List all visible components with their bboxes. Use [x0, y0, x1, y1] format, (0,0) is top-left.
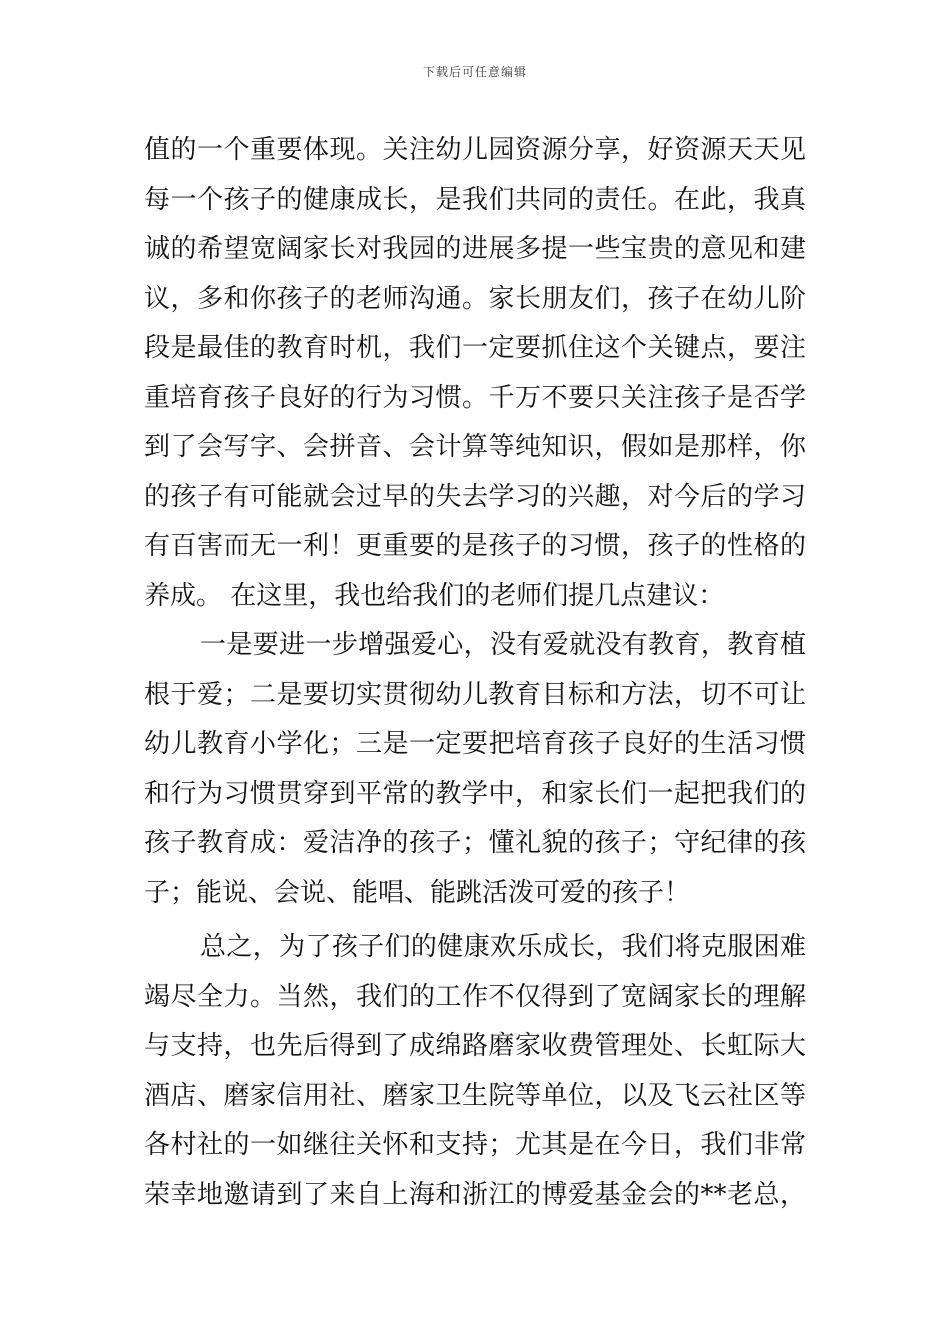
text-line: 议，多和你孩子的老师沟通。家长朋友们，孩子在幼儿阶 — [144, 283, 806, 314]
text-line: 值的一个重要体现。关注幼儿园资源分享，好资源天天见 — [144, 135, 806, 165]
paragraph-3 — [144, 923, 806, 1220]
paragraph-1 — [144, 126, 806, 621]
text-line: 和行为习惯贯穿到平常的教学中，和家长们一起把我们的 — [144, 778, 806, 809]
document-body — [144, 126, 806, 1220]
text-line: 重培育孩子良好的行为习惯。千万不要只关注孩子是否学 — [144, 382, 806, 413]
text-line: 子；能说、会说、能唱、能跳活泼可爱的孩子！ — [144, 877, 691, 908]
text-line: 段是最佳的教育时机，我们一定要抓住这个关键点，要注 — [144, 333, 806, 363]
text-line: 各村社的一如继往关怀和支持；尤其是在今日，我们非常 — [144, 1130, 806, 1160]
text-line: 养成。 在这里，我也给我们的老师们提几点建议： — [144, 580, 725, 611]
page-header: 下载后可任意编辑 — [422, 65, 527, 79]
text-line: 的孩子有可能就会过早的失去学习的兴趣，对今后的学习 — [144, 481, 806, 512]
text-line: 总之，为了孩子们的健康欢乐成长，我们将克服困难 — [200, 932, 806, 962]
text-line: 根于爱；二是要切实贯彻幼儿教育目标和方法，切不可让 — [144, 679, 806, 710]
text-line: 竭尽全力。当然，我们的工作不仅得到了宽阔家长的理解 — [144, 981, 806, 1012]
paragraph-2 — [144, 621, 806, 918]
text-line: 到了会写字、会拼音、会计算等纯知识，假如是那样，你 — [144, 432, 806, 462]
text-line: 与支持，也先后得到了成绵路磨家收费管理处、长虹际大 — [144, 1031, 806, 1061]
text-line: 孩子教育成：爱洁净的孩子；懂礼貌的孩子；守纪律的孩 — [144, 828, 806, 858]
text-line: 酒店、磨家信用社、磨家卫生院等单位，以及飞云社区等 — [144, 1080, 806, 1111]
text-line: 有百害而无一利！更重要的是孩子的习惯，孩子的性格的 — [144, 531, 806, 561]
text-line: 一是要进一步增强爱心，没有爱就没有教育，教育植 — [200, 630, 806, 660]
text-line: 幼儿教育小学化；三是一定要把培育孩子良好的生活习惯 — [144, 729, 806, 759]
text-line: 荣幸地邀请到了来自上海和浙江的博爱基金会的**老总， — [144, 1179, 806, 1210]
text-line: 每一个孩子的健康成长，是我们共同的责任。在此，我真 — [144, 184, 806, 215]
text-line: 诚的希望宽阔家长对我园的进展多提一些宝贵的意见和建 — [144, 234, 806, 264]
